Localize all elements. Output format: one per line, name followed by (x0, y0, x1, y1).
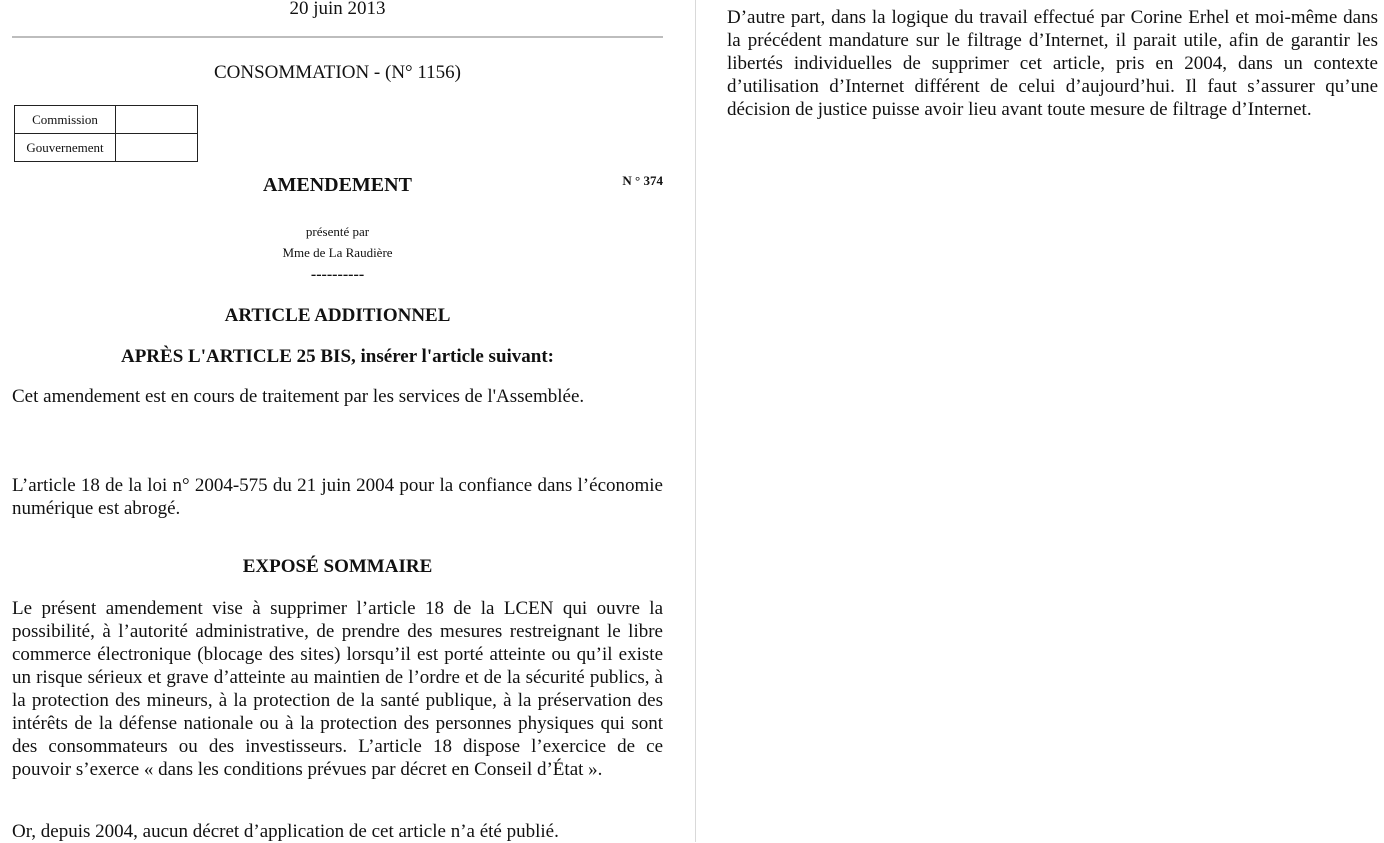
amendment-author: Mme de La Raudière (282, 245, 393, 260)
presented-by-label: présenté par (305, 224, 370, 239)
amendment-number: N ° 374 (622, 173, 663, 188)
separator-dashes: ---------- (310, 266, 365, 283)
insert-instruction: APRÈS L'ARTICLE 25 BIS, insérer l'article suivant: (120, 346, 555, 367)
table-row (15, 134, 198, 162)
status-value (116, 134, 198, 162)
bill-title: CONSOMMATION - (N° 1156) (213, 62, 462, 83)
expose-paragraph: Or, depuis 2004, aucun décret d’application de cet article n’a été publié. (12, 821, 559, 842)
processing-status: Cet amendement est en cours de traitement par les services de l'Assemblée. (12, 386, 585, 407)
expose-paragraph: Le présent amendement vise à supprimer l’article 18 de la LCEN qui ouvre la possibilité, à l’autorité administrative, de prendre des mesures restreignant le libre commerce électronique (blocage des sites) lorsqu’il est porté atteinte ou qu’il existe un risque sérieux et grave d’atteinte au maintien de l’ordre et de la sécurité publics, à la protection des mineurs, à la protection de la santé publique, à la préservation des intérêts de la défense nationale ou à la protection des personnes physiques qui sont des consommateurs ou des investisseurs. L’article 18 dispose l’exercice de ce pouvoir s’exerce « dans les conditions prévues par décret en Conseil d’État ». (12, 598, 663, 780)
document-date: 20 juin 2013 (289, 0, 386, 19)
status-label: Gouvernement (15, 134, 116, 162)
table-row (15, 106, 198, 134)
dispositif-text: L’article 18 de la loi n° 2004‑575 du 21 juin 2004 pour la confiance dans l’économie numérique est abrogé. (12, 475, 663, 519)
page-divider (695, 0, 696, 842)
status-label: Commission (15, 106, 116, 134)
amendment-heading: AMENDEMENT (263, 174, 412, 196)
status-table (14, 105, 198, 162)
expose-paragraph: D’autre part, dans la logique du travail effectué par Corine Erhel et moi-même dans la précédent mandature sur le filtrage d’Internet, il parait utile, afin de garantir les libertés individuelles de supprimer cet article, pris en 2004, dans un contexte d’utilisation d’Internet différent de celui d’aujourd’hui. Il faut s’assurer qu’une décision de justice puisse avoir lieu avant toute mesure de filtrage d’Internet. (727, 7, 1378, 120)
expose-heading: EXPOSÉ SOMMAIRE (242, 556, 433, 577)
status-value (116, 106, 198, 134)
right-page-column (727, 6, 1378, 121)
article-heading: ARTICLE ADDITIONNEL (224, 305, 451, 326)
header-divider (12, 36, 663, 38)
